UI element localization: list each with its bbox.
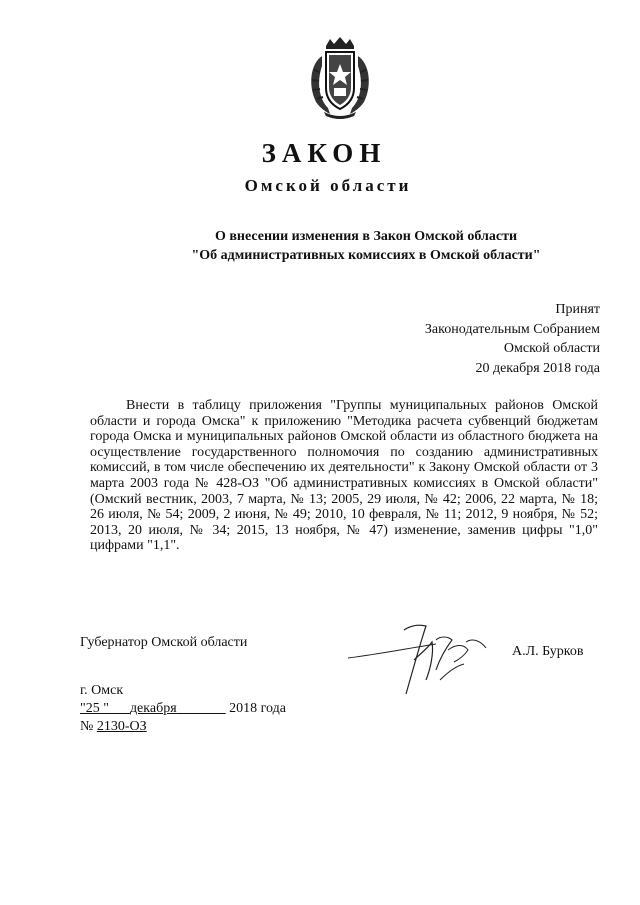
heading-line: О внесении изменения в Закон Омской области <box>214 229 518 244</box>
signing-date <box>80 701 286 717</box>
number-prefix: № <box>80 719 94 734</box>
date-month: декабря <box>129 701 177 716</box>
signing-place: г. Омск <box>80 683 124 698</box>
coat-of-arms-icon <box>300 36 380 120</box>
signature-image <box>340 614 510 704</box>
law-body <box>90 398 598 554</box>
document-subtitle: Омской области <box>244 176 412 195</box>
governor-label: Губернатор Омской области <box>80 635 248 650</box>
acceptance-block <box>425 300 600 378</box>
date-day: "25 " <box>80 701 109 716</box>
acceptance-line: Принят <box>555 302 600 317</box>
acceptance-line: Законодательным Собранием <box>424 321 600 337</box>
heading-line: "Об административных комиссиях в Омской области" <box>191 248 541 263</box>
acceptance-line: Омской области <box>503 341 600 356</box>
acceptance-date: 20 декабря 2018 года <box>475 360 600 376</box>
number-value: 2130-ОЗ <box>96 719 147 734</box>
document-title: ЗАКОН <box>261 138 387 168</box>
date-year: 2018 года <box>229 701 286 716</box>
body-paragraph: Внести в таблицу приложения "Группы муниципальных районов Омской области и города Омска" к приложению "Методика расчета субвенций бюджетам города Омска и муниципальных районов Омской области из областного бюджета на осуществление государственного полномочия по созданию административных комиссий, в том числе обеспечению их деятельности" к Закону Омской области от 3 марта 2003 года № 428-ОЗ "Об административных комиссиях в Омской области" (Омский вестник, 2003, 7 марта, № 13; 2005, 29 июля, № 42; 2006, 22 марта, № 18; 26 июля, № 54; 2009, 2 июня, № 49; 2010, 10 февраля, № 11; 2012, 9 ноября, № 52; 2013, 20 июля, № 34; 2015, 13 ноября, № 47) изменение, заменив цифры "1,0" цифрами "1,1". <box>90 398 598 554</box>
law-number <box>80 719 147 735</box>
document-heading <box>46 227 640 265</box>
governor-name: А.Л. Бурков <box>512 644 584 659</box>
